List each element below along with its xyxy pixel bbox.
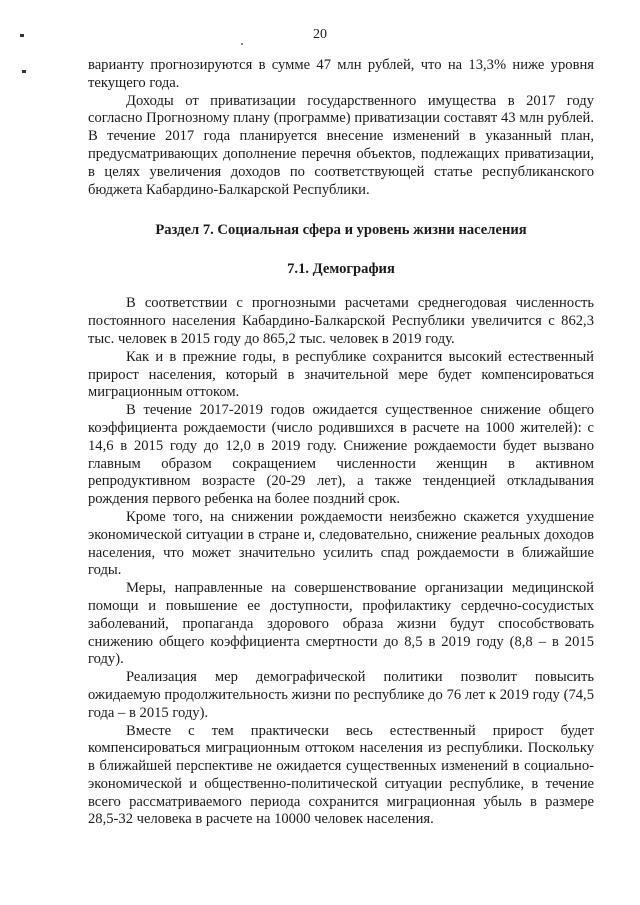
scan-mark	[241, 43, 243, 45]
subsection-heading: 7.1. Демография	[287, 261, 395, 278]
paragraph-continuation: варианту прогнозируются в сумме 47 млн рублей, что на 13,3% ниже уровня текущего года.	[88, 57, 594, 91]
paragraph-economic-situation: Кроме того, на снижении рождаемости неизбежно скажется ухудшение экономической ситуации в стране и, следовательно, снижение реальных доходов населения, что может значительно усилить спад рождаемости в ближайшие годы.	[88, 508, 594, 579]
paragraph-birth-rate: В течение 2017-2019 годов ожидается существенное снижение общего коэффициента рождаемости (число родившихся в расчете на 1000 жителей): с 14,6 в 2015 году до 12,0 в 2019 году. Снижение рождаемости будет вызвано главным образом сокращением численности женщин в активном репродуктивном возрасте (20-29 лет), а также тенденцией откладывания рождения первого ребенка на более поздний срок.	[88, 402, 594, 508]
paragraph-migration: Вместе с тем практически весь естественный прирост будет компенсироваться миграционным оттоком населения из республики. Поскольку в ближайшей перспективе не ожидается существенных изменений в социально-экономической и общественно-политической ситуации республике, в течение всего рассматриваемого периода сохранится миграционная убыль в размере 28,5-32 человека в расчете на 10000 человек населения.	[88, 722, 594, 828]
paragraph-natural-growth: Как и в прежние годы, в республике сохранится высокий естественный прирост населения, который в значительной мере будет компенсироваться миграционным оттоком.	[88, 348, 594, 401]
section-heading: Раздел 7. Социальная сфера и уровень жизни населения	[155, 222, 527, 239]
page-number: 20	[313, 27, 327, 42]
scan-mark	[22, 70, 26, 73]
paragraph-life-expectancy: Реализация мер демографической политики позволит повысить ожидаемую продолжительность жизни по республике до 76 лет к 2019 году (74,5 года – в 2015 году).	[88, 669, 594, 721]
paragraph-population: В соответствии с прогнозными расчетами среднегодовая численность постоянного населения Кабардино-Балкарской Республики увеличится с 862,3 тыс. человек в 2015 году до 865,2 тыс. человек в 2019 году.	[88, 295, 594, 347]
paragraph-mortality: Меры, направленные на совершенствование организации медицинской помощи и повышение ее доступности, профилактику сердечно-сосудистых заболеваний, пропаганда здорового образа жизни будут способствовать снижению общего коэффициента смертности до 8,5 в 2019 году (8,8 – в 2015 году).	[88, 580, 594, 668]
paragraph-privatization: Доходы от приватизации государственного имущества в 2017 году согласно Прогнозному плану (программе) приватизации составят 43 млн рублей. В течение 2017 года планируется внесение изменений в указанный план, предусматривающих дополнение перечня объектов, подлежащих приватизации, в целях увеличения доходов по соответствующей статье республиканского бюджета Кабардино-Балкарской Республики.	[88, 92, 594, 198]
document-body	[88, 57, 594, 829]
